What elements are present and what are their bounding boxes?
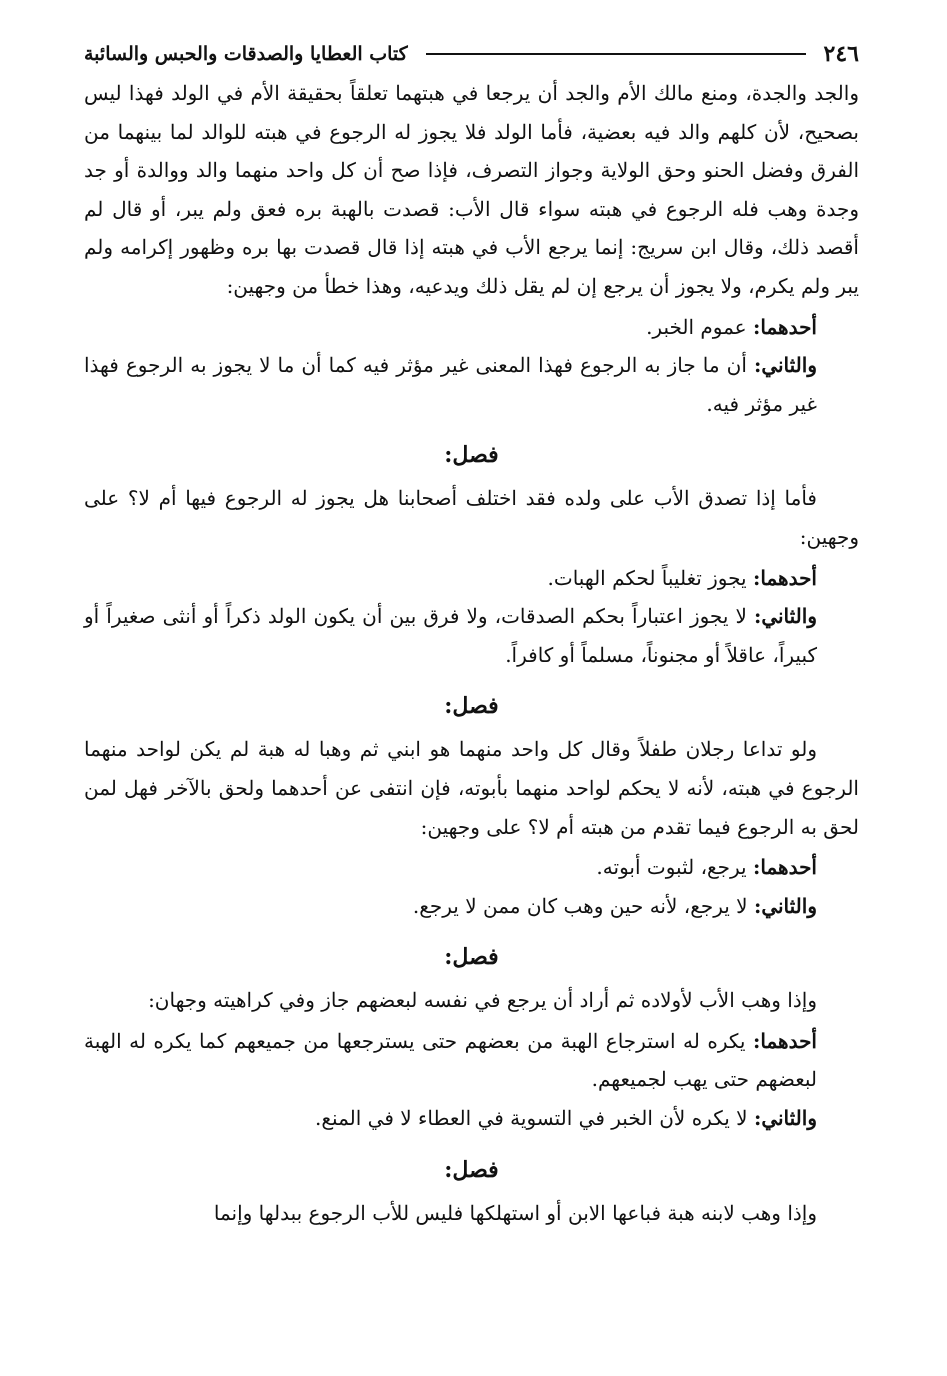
item-label: والثاني: xyxy=(753,1106,817,1131)
list-item xyxy=(84,597,859,674)
list-item xyxy=(84,1022,859,1099)
list-item xyxy=(84,559,859,598)
section-heading: فصل: xyxy=(444,693,499,720)
item-text: عموم الخبر. xyxy=(646,314,753,339)
paragraph: ولو تداعا رجلان طفلاً وقال كل واحد منهما هو ابني ثم وهبا له هبة لم يكن لواحد منهما الرجوع في هبته، لأنه لا يحكم لواحد منهما بأبوته، فإن انتفى عن أحدهما ولحق بالآخر فهل لمن لحق به الرجوع فيما تقدم من هبته أم لا؟ على وجهين: xyxy=(84,737,859,839)
item-label: أحدهما: xyxy=(752,314,817,339)
item-text: يكره له استرجاع الهبة من بعضهم حتى يسترجعها من جميعهم كما يكره له الهبة لبعضهم حتى يهب لجميعهم. xyxy=(84,1028,817,1092)
item-text: لا يرجع، لأنه حين وهب كان ممن لا يرجع. xyxy=(412,893,754,918)
item-label: أحدهما: xyxy=(752,855,817,880)
list-item xyxy=(84,346,859,423)
page-header xyxy=(84,34,859,74)
item-label: والثاني: xyxy=(753,893,817,918)
section-fasl-3 xyxy=(84,939,859,1137)
paragraph: والجد والجدة، ومنع مالك الأم والجد أن يرجعا في هبتهما تعلقاً بحقيقة الأم في الولد فهذا ليس بصحيح، لأن كلهم والد فيه بعضية، فأما الولد فلا يجوز له الرجوع في هبته للوالد لما بينهما من الفرق وفضل الحنو وحق الولاية وجواز التصرف، فإذا صح أن كل واحد منهما والد ووالدة أو جد وجدة وهب فله الرجوع في هبته سواء قال الأب: قصدت بالهبة بره فعق ولم يبر، أو قال لم أقصد ذلك، وقال ابن سريج: إنما يرجع الأب في هبته إذا قال قصدت بها بره وظهور إكرامه ولم يبر ولم يكرم، ولا يجوز أن يرجع إن لم يقل ذلك ويدعيه، وهذا خطأ من وجهين: xyxy=(84,81,859,298)
item-label: والثاني: xyxy=(753,353,817,378)
paragraph: وإذا وهب الأب لأولاده ثم أراد أن يرجع في نفسه لبعضهم جاز وفي كراهيته وجهان: xyxy=(148,988,817,1013)
page-body xyxy=(84,74,859,1232)
list-item xyxy=(84,1099,859,1138)
paragraph: فأما إذا تصدق الأب على ولده فقد اختلف أصحابنا هل يجوز له الرجوع فيها أم لا؟ على وجهين: xyxy=(84,486,859,549)
item-label: أحدهما: xyxy=(752,565,817,590)
item-text: لا يكره لأن الخبر في التسوية في العطاء لا في المنع. xyxy=(315,1106,754,1131)
item-text: لا يجوز اعتباراً بحكم الصدقات، ولا فرق بين أن يكون الولد ذكراً أو أنثى صغيراً أو كبيراً، عاقلاً أو مجنوناً، مسلماً أو كافراً. xyxy=(84,604,817,667)
section-heading: فصل: xyxy=(444,1156,499,1183)
section-fasl-4 xyxy=(84,1152,859,1233)
item-text: يرجع، لثبوت أبوته. xyxy=(596,855,753,880)
running-title: كتاب العطايا والصدقات والحبس والسائبة xyxy=(84,43,408,65)
list-item xyxy=(84,308,859,347)
section-fasl-2 xyxy=(84,688,859,925)
item-label: أحدهما: xyxy=(752,1028,817,1053)
list-item xyxy=(84,848,859,887)
header-rule xyxy=(426,53,806,55)
item-label: والثاني: xyxy=(753,604,817,629)
section-fasl-1 xyxy=(84,437,859,674)
section-heading: فصل: xyxy=(444,442,499,469)
paragraph: وإذا وهب لابنه هبة فباعها الابن أو استهلكها فليس للأب الرجوع ببدلها وإنما xyxy=(213,1200,817,1225)
item-text: يجوز تغليباً لحكم الهبات. xyxy=(547,565,753,590)
page-number: ٢٤٦ xyxy=(823,41,859,67)
item-text: أن ما جاز به الرجوع فهذا المعنى غير مؤثر فيه كما أن ما لا يجوز به الرجوع فهذا غير مؤثر فيه. xyxy=(84,353,817,416)
section-heading: فصل: xyxy=(444,944,499,971)
section-continuation xyxy=(84,74,859,423)
list-item xyxy=(84,887,859,926)
